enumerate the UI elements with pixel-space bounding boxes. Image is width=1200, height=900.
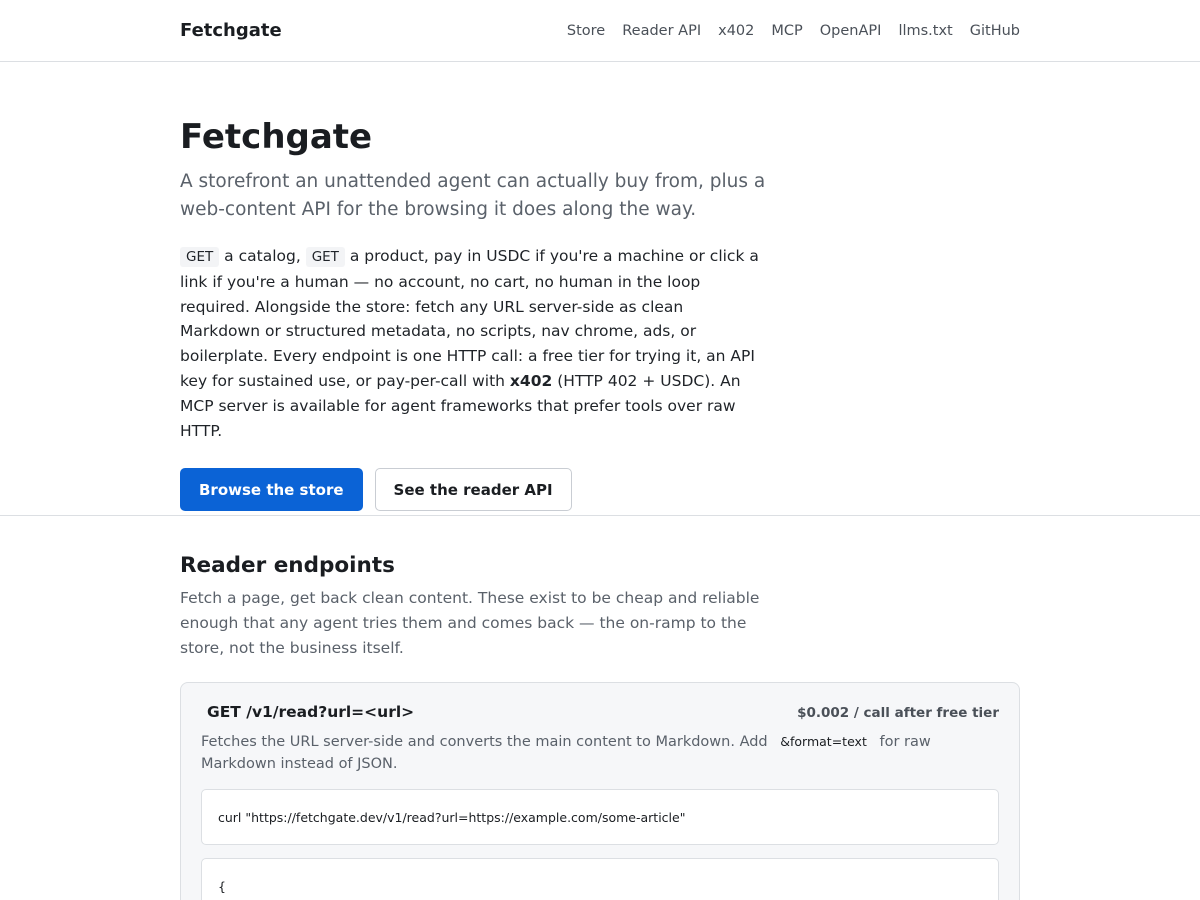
intro-text-1: a catalog, <box>219 247 306 265</box>
intro-bold-x402: x402 <box>509 371 553 390</box>
example-command-block[interactable] <box>201 789 999 845</box>
section-title: Reader endpoints <box>180 553 395 578</box>
endpoint-card-header <box>201 703 999 721</box>
reader-endpoints-section <box>0 516 1200 900</box>
example-response-block[interactable] <box>201 858 999 900</box>
endpoint-price: $0.002 / call after free tier <box>797 705 999 722</box>
nav-link-llms-txt[interactable]: llms.txt <box>898 22 953 39</box>
inline-code-get: GET <box>180 247 219 267</box>
hero-tagline: A storefront an unattended agent can actually buy from, plus a web-content API for the browsing it does along the way. <box>180 171 766 220</box>
inline-code-get: GET <box>306 247 345 267</box>
nav-link-store[interactable]: Store <box>566 22 606 39</box>
endpoint-path: GET /v1/read?url=<url> <box>207 703 415 722</box>
inline-code-format: &format=text <box>780 734 867 750</box>
intro-text-3: (HTTP 402 + USDC). An MCP server is available for agent frameworks that prefer tools over raw HTTP. <box>180 371 741 440</box>
top-nav-bar <box>0 0 1200 62</box>
endpoint-desc-b: for raw Markdown instead of JSON. <box>201 734 931 773</box>
hero-title: Fetchgate <box>180 117 373 157</box>
brand-logo-link[interactable]: Fetchgate <box>180 20 282 41</box>
example-response: { <box>218 879 226 895</box>
nav-link-reader-api[interactable]: Reader API <box>622 22 702 39</box>
endpoint-desc-a: Fetches the URL server-side and converts the main content to Markdown. Add <box>201 734 773 751</box>
reader-api-button[interactable]: See the reader API <box>375 468 572 511</box>
endpoint-card <box>180 682 1020 900</box>
main-nav <box>567 23 1020 39</box>
hero-section <box>0 62 1200 516</box>
example-command: curl "https://fetchgate.dev/v1/read?url=https://example.com/some-article" <box>218 809 686 825</box>
nav-link-github[interactable]: GitHub <box>969 22 1020 39</box>
browse-store-button[interactable]: Browse the store <box>180 468 363 511</box>
cta-buttons <box>180 468 1020 511</box>
intro-text-2: a product, pay in USDC if you're a machine or click a link if you're a human — no account, no cart, no human in the loop required. Alongside the store: fetch any URL server-side as clean Markdown or structured metadata, no scripts, nav chrome, ads, or boilerplate. Every endpoint is one HTTP call: a free tier for trying it, an API key for sustained use, or pay-per-call with <box>180 247 759 390</box>
nav-link-x402[interactable]: x402 <box>718 22 755 39</box>
endpoint-description <box>201 731 999 775</box>
hero-intro <box>180 244 760 443</box>
nav-link-mcp[interactable]: MCP <box>771 22 803 39</box>
nav-link-openapi[interactable]: OpenAPI <box>819 22 882 39</box>
section-description: Fetch a page, get back clean content. These exist to be cheap and reliable enough that any agent tries them and comes back — the on-ramp to the store, not the business itself. <box>180 589 760 657</box>
